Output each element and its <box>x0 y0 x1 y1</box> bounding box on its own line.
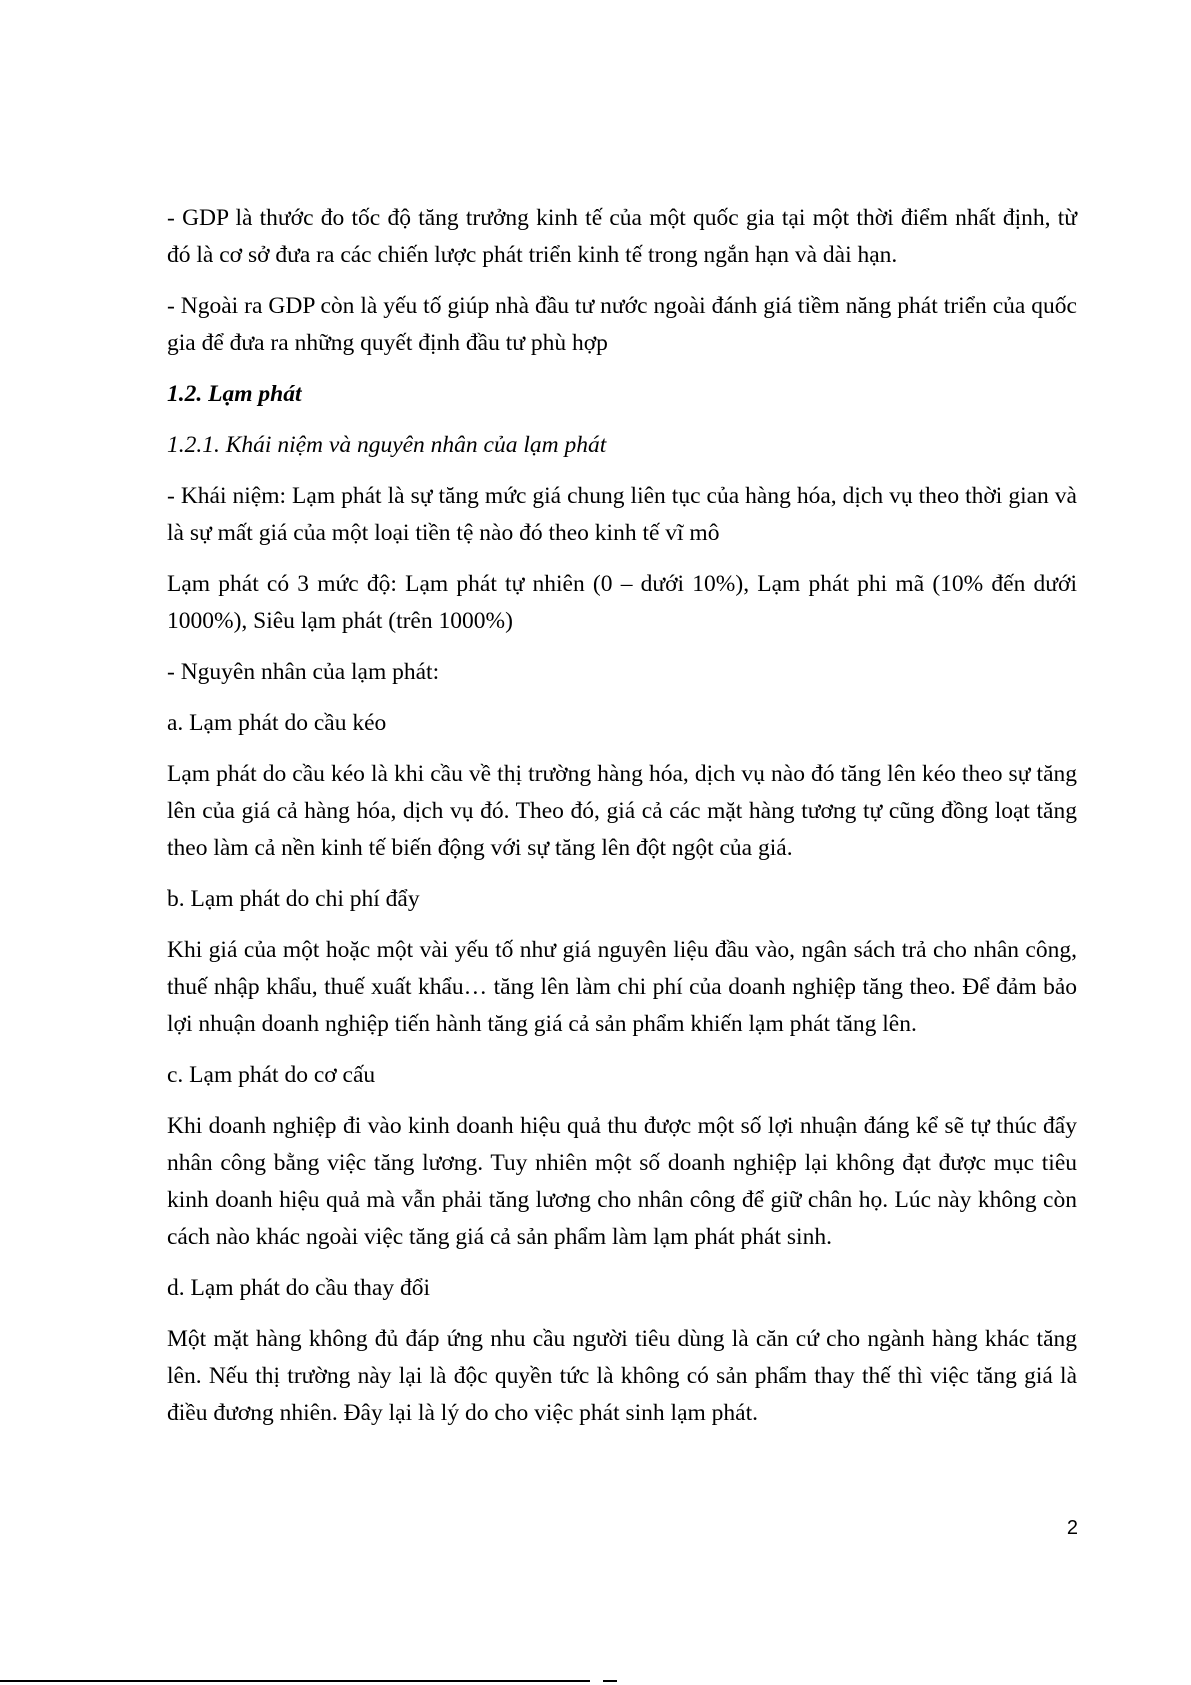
cause-body-demand-pull: Lạm phát do cầu kéo là khi cầu về thị trường hàng hóa, dịch vụ nào đó tăng lên kéo theo sự tăng lên của giá cả hàng hóa, dịch vụ đó. Theo đó, giá cả các mặt hàng tương tự cũng đồng loạt tăng theo làm cả nền kinh tế biến động với sự tăng lên đột ngột của giá. <box>167 761 1077 861</box>
footer-rule <box>0 1680 590 1682</box>
cause-title-structural: c. Lạm phát do cơ cấu <box>167 1062 376 1088</box>
section-heading: 1.2. Lạm phát <box>167 381 302 407</box>
paragraph-gdp-investors: - Ngoài ra GDP còn là yếu tố giúp nhà đầu tư nước ngoài đánh giá tiềm năng phát triển của quốc gia để đưa ra những quyết định đầu tư phù hợp <box>167 293 1077 356</box>
paragraph-concept: - Khái niệm: Lạm phát là sự tăng mức giá chung liên tục của hàng hóa, dịch vụ theo thời gian và là sự mất giá của một loại tiền tệ nào đó theo kinh tế vĩ mô <box>167 483 1077 546</box>
cause-body-demand-change: Một mặt hàng không đủ đáp ứng nhu cầu người tiêu dùng là căn cứ cho ngành hàng khác tăng lên. Nếu thị trường này lại là độc quyền tức là không có sản phẩm thay thế thì việc tăng giá là điều đương nhiên. Đây lại là lý do cho việc phát sinh lạm phát. <box>167 1326 1077 1426</box>
paragraph-causes-intro: - Nguyên nhân của lạm phát: <box>167 659 440 685</box>
cause-body-cost-push: Khi giá của một hoặc một vài yếu tố như giá nguyên liệu đầu vào, ngân sách trả cho nhân công, thuế nhập khẩu, thuế xuất khẩu… tăng lên làm chi phí của doanh nghiệp tăng theo. Để đảm bảo lợi nhuận doanh nghiệp tiến hành tăng giá cả sản phẩm khiến lạm phát tăng lên. <box>167 937 1077 1037</box>
paragraph-levels: Lạm phát có 3 mức độ: Lạm phát tự nhiên (0 – dưới 10%), Lạm phát phi mã (10% đến dưới 1000%), Siêu lạm phát (trên 1000%) <box>167 571 1077 634</box>
paragraph-gdp-growth: - GDP là thước đo tốc độ tăng trưởng kinh tế của một quốc gia tại một thời điểm nhất định, từ đó là cơ sở đưa ra các chiến lược phát triển kinh tế trong ngắn hạn và dài hạn. <box>167 205 1077 268</box>
cause-title-demand-pull: a. Lạm phát do cầu kéo <box>167 710 387 736</box>
footer-rule-fragment <box>603 1680 617 1682</box>
document-body <box>167 200 1077 1446</box>
cause-body-structural: Khi doanh nghiệp đi vào kinh doanh hiệu quả thu được một số lợi nhuận đáng kể sẽ tự thúc đẩy nhân công bằng việc tăng lương. Tuy nhiên một số doanh nghiệp lại không đạt được mục tiêu kinh doanh hiệu quả mà vẫn phải tăng lương cho nhân công để giữ chân họ. Lúc này không còn cách nào khác ngoài việc tăng giá cả sản phẩm làm lạm phát phát sinh. <box>167 1113 1077 1250</box>
cause-title-demand-change: d. Lạm phát do cầu thay đổi <box>167 1275 430 1301</box>
cause-title-cost-push: b. Lạm phát do chi phí đẩy <box>167 886 420 912</box>
subsection-heading: 1.2.1. Khái niệm và nguyên nhân của lạm phát <box>167 432 607 458</box>
page-number: 2 <box>1066 1517 1078 1539</box>
